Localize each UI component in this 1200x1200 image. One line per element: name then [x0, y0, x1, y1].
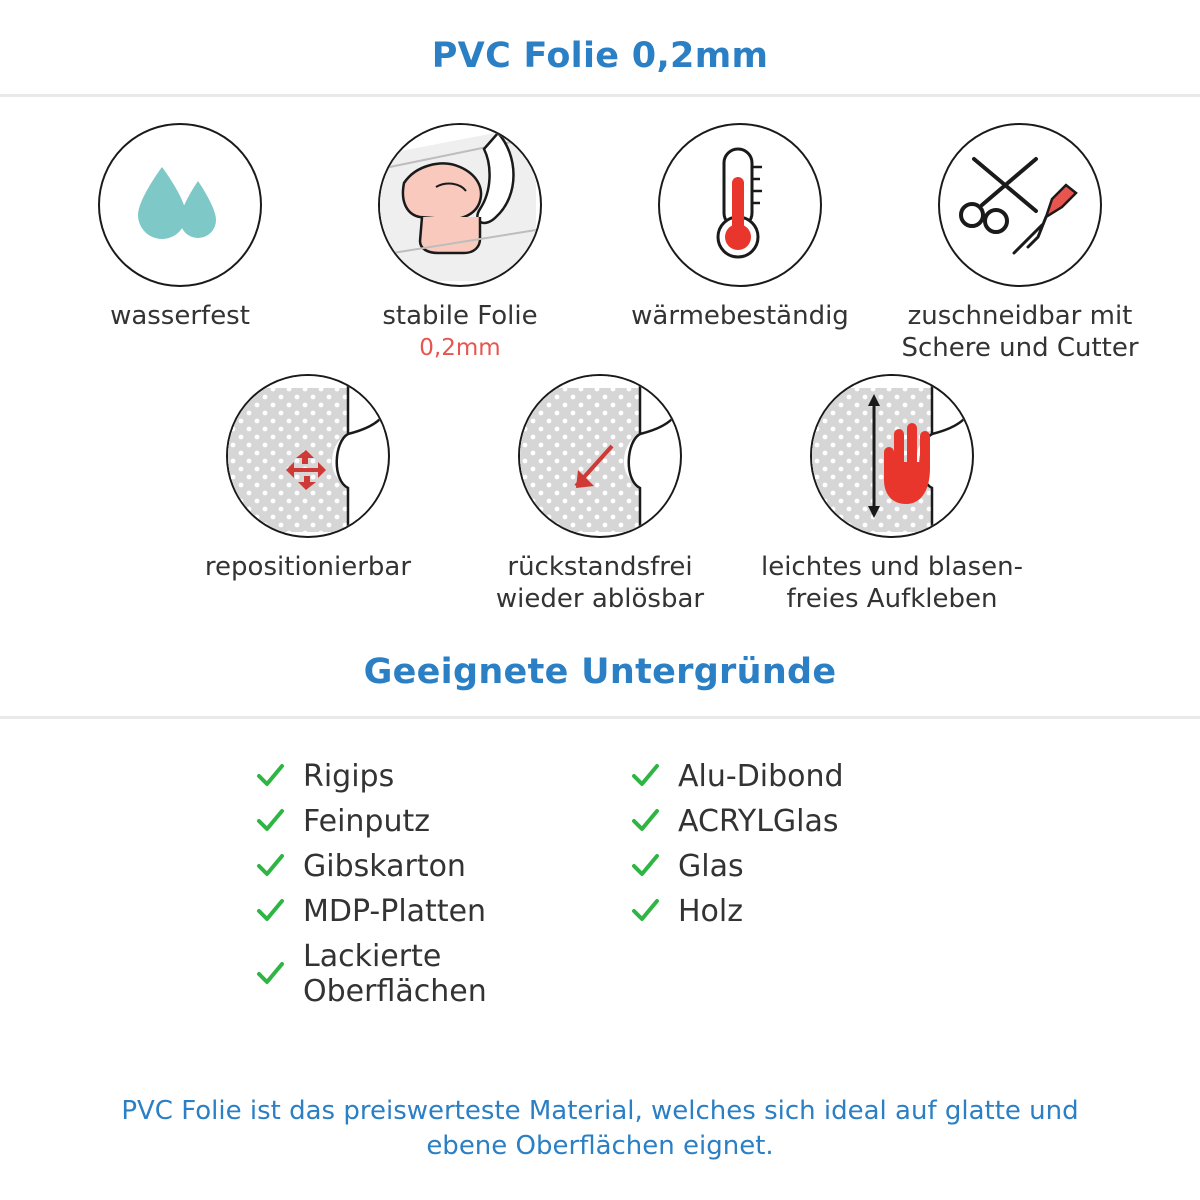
hand-bubble-free-icon — [810, 374, 974, 538]
feature-label: wasserfest — [110, 301, 250, 331]
list-item-label: MDP-Platten — [303, 893, 487, 929]
feature-label: zuschneidbar mit Schere und Cutter — [901, 301, 1139, 363]
reposition-arrows-icon — [226, 374, 390, 538]
substrates-left-column — [150, 759, 620, 1009]
strong-arm-icon — [378, 123, 542, 287]
feature-waermebestaendig — [600, 123, 880, 333]
substrates-list — [0, 719, 1200, 1009]
list-item — [630, 804, 1050, 839]
list-item — [255, 804, 620, 839]
list-item — [630, 894, 1050, 929]
list-item-label: Alu-Dibond — [678, 758, 844, 794]
peel-off-arrow-icon — [518, 374, 682, 538]
list-item-label: Gibskarton — [303, 848, 466, 884]
water-drops-icon — [98, 123, 262, 287]
list-item-label: Holz — [678, 893, 743, 929]
feature-aufkleben — [746, 374, 1038, 615]
footer-note: PVC Folie ist das preiswerteste Material, welches sich ideal auf glatte und ebene Oberflächen eignet. — [121, 1095, 1079, 1161]
list-item — [255, 759, 620, 794]
check-icon — [255, 959, 285, 989]
list-item-label: Lackierte Oberflächen — [303, 938, 487, 1009]
feature-wasserfest — [40, 123, 320, 333]
check-icon — [255, 896, 285, 926]
thermometer-icon — [658, 123, 822, 287]
feature-zuschneidbar — [880, 123, 1160, 364]
feature-rueckstandsfrei — [454, 374, 746, 615]
feature-label: wärmebeständig — [631, 301, 849, 331]
feature-label: stabile Folie — [382, 301, 538, 331]
check-icon — [630, 806, 660, 836]
list-item — [630, 759, 1050, 794]
list-item — [255, 939, 620, 1009]
feature-stabile-folie — [320, 123, 600, 361]
list-item — [255, 894, 620, 929]
substrates-title: Geeignete Untergründe — [363, 651, 837, 692]
check-icon — [255, 761, 285, 791]
substrates-right-column — [620, 759, 1050, 1009]
feature-label: rückstandsfrei wieder ablösbar — [495, 552, 705, 615]
list-item-label: ACRYLGlas — [678, 803, 839, 839]
list-item — [630, 849, 1050, 884]
check-icon — [255, 851, 285, 881]
feature-sublabel: 0,2mm — [419, 334, 501, 361]
list-item-label: Rigips — [303, 758, 395, 794]
feature-label: repositionierbar — [204, 552, 412, 583]
feature-label: leichtes und blasen- freies Aufkleben — [760, 552, 1023, 615]
page-title: PVC Folie 0,2mm — [431, 36, 769, 76]
scissors-cutter-icon — [938, 123, 1102, 287]
list-item-label: Glas — [678, 848, 744, 884]
check-icon — [255, 806, 285, 836]
check-icon — [630, 761, 660, 791]
check-icon — [630, 851, 660, 881]
feature-row-2 — [28, 374, 1172, 615]
list-item — [255, 849, 620, 884]
feature-row-1 — [28, 123, 1172, 364]
list-item-label: Feinputz — [303, 803, 430, 839]
check-icon — [630, 896, 660, 926]
feature-repositionierbar — [162, 374, 454, 584]
feature-grid — [0, 97, 1200, 616]
